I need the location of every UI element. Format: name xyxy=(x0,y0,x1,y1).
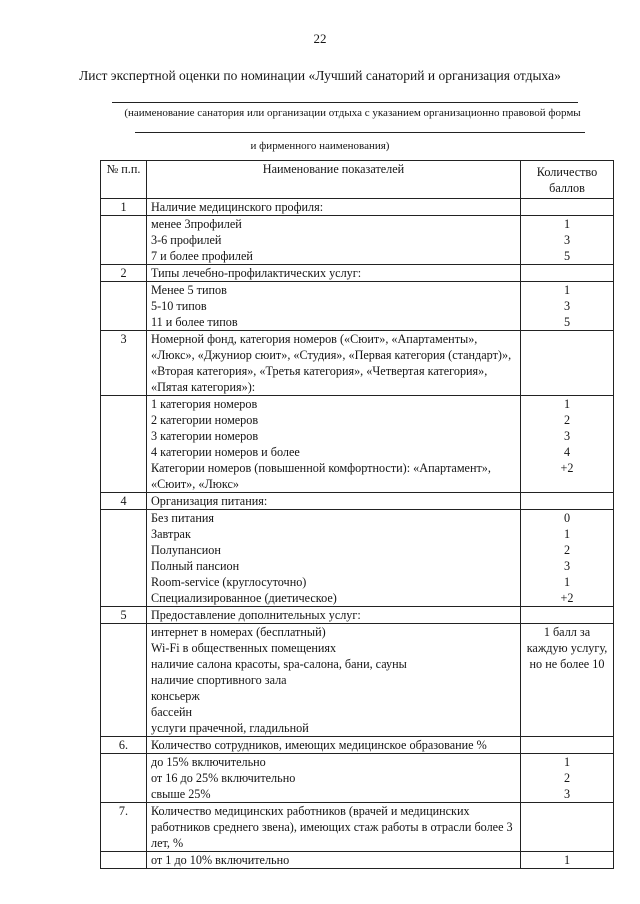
section-points-empty xyxy=(521,265,614,282)
section-items xyxy=(147,624,521,737)
section-points-empty xyxy=(521,199,614,216)
item-label: 5-10 типов xyxy=(151,299,207,313)
item-label: 7 и более профилей xyxy=(151,249,253,263)
items-number-empty xyxy=(101,754,147,803)
item-points: 2 xyxy=(563,543,571,557)
item-label: 3-6 профилей xyxy=(151,233,222,247)
item-points: 1 xyxy=(563,397,571,411)
item-label: услуги прачечной, гладильной xyxy=(151,721,309,735)
item-label: Завтрак xyxy=(151,527,191,541)
section-item-points xyxy=(521,216,614,265)
section-number: 2 xyxy=(101,265,147,282)
section-points-empty xyxy=(521,607,614,624)
section-title: Количество сотрудников, имеющих медицинское образование % xyxy=(147,737,521,754)
section-item-points xyxy=(521,624,614,737)
items-number-empty xyxy=(101,282,147,331)
item-label: Категории номеров (повышенной комфортности): «Апартамент», «Сюит», «Люкс» xyxy=(151,461,491,491)
section-title: Количество медицинских работников (врачей и медицинских работников среднего звена), имеющих стаж работы в отрасли более 3 лет, % xyxy=(147,803,521,852)
header-num: № п.п. xyxy=(101,161,147,199)
item-points: 1 xyxy=(563,755,571,769)
section-item-points xyxy=(521,510,614,607)
section-items xyxy=(147,754,521,803)
section-number: 5 xyxy=(101,607,147,624)
item-points: 3 xyxy=(563,299,571,313)
section-row xyxy=(101,265,614,282)
section-items-row xyxy=(101,852,614,869)
section-number: 7. xyxy=(101,803,147,852)
item-label: Специализированное (диетическое) xyxy=(151,591,337,605)
section-items xyxy=(147,216,521,265)
section-items xyxy=(147,282,521,331)
section-item-points xyxy=(521,396,614,493)
section-items xyxy=(147,396,521,493)
item-label: Room-service (круглосуточно) xyxy=(151,575,307,589)
section-points-empty xyxy=(521,737,614,754)
section-points-empty xyxy=(521,803,614,852)
item-label: наличие спортивного зала xyxy=(151,673,287,687)
item-label: до 15% включительно xyxy=(151,755,266,769)
items-number-empty xyxy=(101,510,147,607)
item-label: Без питания xyxy=(151,511,214,525)
section-number: 4 xyxy=(101,493,147,510)
section-row xyxy=(101,803,614,852)
item-points: 3 xyxy=(563,233,571,247)
item-label: менее 3профилей xyxy=(151,217,242,231)
section-item-points xyxy=(521,754,614,803)
item-label: 4 категории номеров и более xyxy=(151,445,300,459)
section-items-row xyxy=(101,754,614,803)
section-items-row xyxy=(101,624,614,737)
item-points: 3 xyxy=(563,787,571,801)
page-number: 22 xyxy=(313,31,327,46)
section-item-points xyxy=(521,852,614,869)
section-points-empty xyxy=(521,493,614,510)
item-points: 3 xyxy=(563,559,571,573)
item-points: 1 xyxy=(563,575,571,589)
section-row xyxy=(101,737,614,754)
item-points: 0 xyxy=(563,511,571,525)
section-title: Типы лечебно-профилактических услуг: xyxy=(147,265,521,282)
section-title: Номерной фонд, категория номеров («Сюит», «Апартаменты», «Люкс», «Джуниор сюит», «Студия», «Первая категория (стандарт)», «Вторая категория», «Третья категория», «Четвертая категория», «Пятая категория»): xyxy=(147,331,521,396)
name-blank-line xyxy=(112,102,578,103)
section-item-points xyxy=(521,282,614,331)
name-note-line2: и фирменного наименования) xyxy=(250,140,390,152)
item-points: 2 xyxy=(563,413,571,427)
item-label: Полный пансион xyxy=(151,559,240,573)
section-title: Наличие медицинского профиля: xyxy=(147,199,521,216)
item-label: бассейн xyxy=(151,705,193,719)
item-points: 1 xyxy=(563,217,571,231)
section-row xyxy=(101,493,614,510)
item-label: 11 и более типов xyxy=(151,315,238,329)
item-points: 5 xyxy=(563,249,571,263)
evaluation-table xyxy=(100,160,614,869)
section-number: 1 xyxy=(101,199,147,216)
items-number-empty xyxy=(101,852,147,869)
section-row xyxy=(101,331,614,396)
section-row xyxy=(101,607,614,624)
item-points: 3 xyxy=(563,429,571,443)
item-points: +2 xyxy=(560,591,574,605)
section-items-row xyxy=(101,510,614,607)
section-title: Предоставление дополнительных услуг: xyxy=(147,607,521,624)
item-points: 1 xyxy=(563,853,571,867)
items-number-empty xyxy=(101,624,147,737)
item-label: наличие салона красоты, spa-салона, бани, сауны xyxy=(151,657,407,671)
item-label: от 1 до 10% включительно xyxy=(151,853,290,867)
item-label: от 16 до 25% включительно xyxy=(151,771,296,785)
section-items-row xyxy=(101,282,614,331)
item-label: свыше 25% xyxy=(151,787,211,801)
points-text: 1 балл за каждую услугу, но не более 10 xyxy=(526,625,608,671)
section-title: Организация питания: xyxy=(147,493,521,510)
section-items-row xyxy=(101,216,614,265)
item-label: консьерж xyxy=(151,689,200,703)
item-points: 2 xyxy=(563,771,571,785)
section-points-empty xyxy=(521,331,614,396)
items-number-empty xyxy=(101,216,147,265)
name-note-line1: (наименование санатория или организации отдыха с указанием организационно правовой формы xyxy=(124,107,581,119)
items-number-empty xyxy=(101,396,147,493)
section-row xyxy=(101,199,614,216)
item-points: 4 xyxy=(563,445,571,459)
section-number: 3 xyxy=(101,331,147,396)
item-label: Менее 5 типов xyxy=(151,283,227,297)
section-items xyxy=(147,852,521,869)
section-number: 6. xyxy=(101,737,147,754)
item-label: Полупансион xyxy=(151,543,221,557)
name-blank-line-2 xyxy=(135,132,585,133)
item-points: +2 xyxy=(560,461,574,475)
item-points: 1 xyxy=(563,283,571,297)
item-points: 5 xyxy=(563,315,571,329)
item-label: Wi-Fi в общественных помещениях xyxy=(151,641,337,655)
section-items xyxy=(147,510,521,607)
item-points: 1 xyxy=(563,527,571,541)
item-label: 2 категории номеров xyxy=(151,413,259,427)
header-name: Наименование показателей xyxy=(147,161,521,199)
section-items-row xyxy=(101,396,614,493)
item-label: интернет в номерах (бесплатный) xyxy=(151,625,326,639)
item-label: 3 категории номеров xyxy=(151,429,259,443)
item-label: 1 категория номеров xyxy=(151,397,258,411)
document-title: Лист экспертной оценки по номинации «Лучший санаторий и организация отдыха» xyxy=(79,68,561,83)
header-points: Количество баллов xyxy=(521,161,614,199)
